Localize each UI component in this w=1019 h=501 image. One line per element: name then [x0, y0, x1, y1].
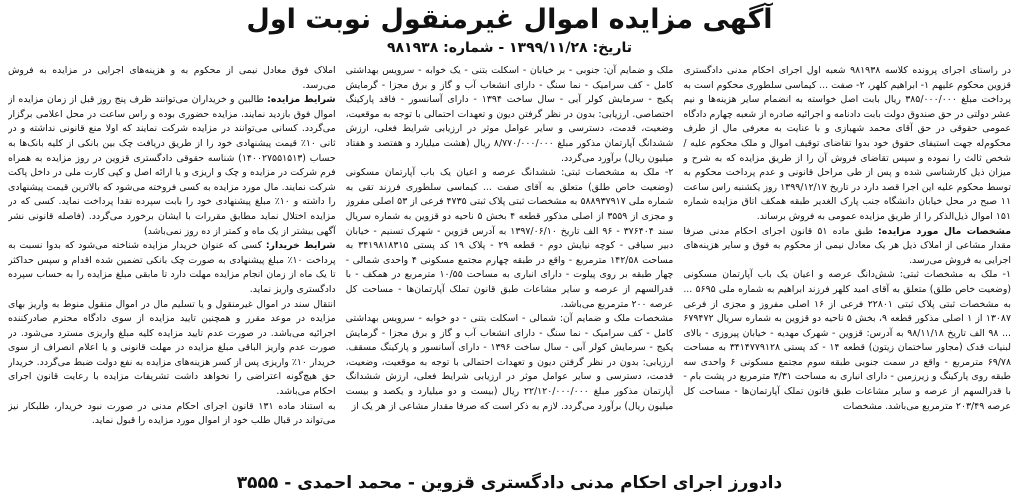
column-left	[8, 64, 336, 456]
paragraph: ملک و ضمایم آن: جنوبی - بر خیابان - اسکلت بتنی - یک خوابه - سرویس بهداشتی کامل - کف سرامیک - نما سنگ - دارای انشعاب آب و گاز و برق مجزا - گرمایش پکیج - سرمایش کولر آبی - سال ساخت ۱۳۹۴ - دارای آسانسور - فاقد پارکینگ اختصاصی. ارزیابی: بدون در نظر گرفتن دیون و تعهدات احتمالی با توجه به موقعیت، وضعیت، قدمت، دسترسی و سایر عوامل موثر در ارزیابی شرایط فعلی، ارزش ششدانگ آپارتمان مذکور مبلغ ۸/۷۷۰/۰۰۰/۰۰۰ ریال (هشت میلیارد و هفتصد و هفتاد میلیون ریال) برآورد می‌گردد.	[345, 65, 674, 164]
section-heading: مشخصات مال مورد مزایده:	[878, 225, 1011, 237]
paragraph: به استناد ماده ۱۳۱ قانون اجرای احکام مدنی در صورت نبود خریدار، طلبکار نیز می‌تواند در قبال طلب خود از اموال مورد مزایده را قبول نماید.	[7, 400, 336, 427]
section-heading: شرایط مزایده:	[267, 94, 336, 106]
paragraph: در راستای اجرای پرونده کلاسه ۹۸۱۹۳۸ شعبه اول اجرای احکام مدنی دادگستری قزوین محکوم علیهم ۱- ابراهیم کلهر، ۲- صفت ... کیماسی سلطوری محکوم است به پرداخت مبلغ ۳۸۵/۰۰۰/۰۰۰ ریال بابت اصل خواسته به انضمام سایر هزینه‌ها و نیم عشر دولتی در حق صندوق دولت بابت دادنامه و اجرائیه صادره از شعبه چهارم دادگاه عمومی حقوقی در حق آقای محمد شهبازی و با عنایت به معرفی مال از طرف محکوم‌له جهت استیفای حقوق خود بدوا تقاضای توقیف اموال و ملک محکوم علیه /شخص ثالث را نموده و سپس تقاضای فروش آن را از طریق مزایده که به شرح و میزان ذیل کارشناسی شده و پس از طی مراحل قانونی و عدم پرداخت محکوم به توسط محکوم علیه این اجرا قصد دارد در تاریخ ۱۳۹۹/۱۲/۱۷ روز یکشنبه راس ساعت ۱۱ صبح در محل خیابان دانشگاه جنب پارک الغدیر طبقه همکف اتاق مزایده شماره ۱۵۱ اموال ذیل‌الذکر را از طریق مزایده عمومی به فروش برساند.	[683, 65, 1011, 222]
notice-body	[8, 64, 1011, 456]
paragraph: املاک فوق معادل نیمی از محکوم به و هزینه‌های اجرایی در مزایده به فروش می‌رسد.	[7, 65, 336, 91]
paragraph: مشخصات ملک و ضمایم آن: شمالی - اسکلت بتنی - دو خوابه - سرویس بهداشتی کامل - کف سرامیک - نما سنگ - دارای انشعاب آب و گاز و برق مجزا - گرمایش پکیج - سرمایش کولر آبی - سال ساخت ۱۳۹۶ - دارای آسانسور و پارکینگ مسقف. ارزیابی: بدون در نظر گرفتن دیون و تعهدات احتمالی با توجه به موقعیت، وضعیت، قدمت، دسترسی و سایر عوامل موثر در ارزیابی شرایط فعلی، ارزش ششدانگ آپارتمان مذکور مبلغ ۲۲/۱۲۰/۰۰۰/۰۰۰ ریال (بیست و دو میلیارد و یکصد و بیست میلیون ریال) برآورد می‌گردد. لازم به ذکر است که صرفا مقدار مشاعی از هر یک از	[345, 313, 674, 412]
paragraph: شرایط مزایده: طالبین و خریداران می‌توانند ظرف پنج روز قبل از زمان مزایده از اموال فوق بازدید نمایند. مزایده حضوری بوده و راس ساعت در محل اعلامی برگزار می‌گردد. کسانی می‌توانند در مزایده شرکت نمایند که اولا منع قانونی نداشته و در ثانی ۱۰٪ قیمت پیشنهادی خود را از طریق دریافت چک بین بانکی از کلیه بانک‌ها به حساب (۱۴۰۰۲۷۵۵۱۵۱۳) شناسه حقوقی دادگستری قزوین در روز مزایده به همراه فرم شرکت در مزایده و چک و اریزی و یا ارائه اصل و کپی کارت ملی در داخل پاکت شرکت نمایند. مال مورد مزایده به کسی فروخته می‌شود که بالاترین قیمت پیشنهادی را داشته و ۱۰٪ مبلغ پیشنهادی خود را بابت سپرده نقدا پرداخت نماید. کسی که در مزایده اختلال نماید مطابق مقررات با ایشان برخورد می‌گردد. (فاصله قانونی نشر آگهی بیشتر از یک ماه و کمتر از ده روز نمی‌باشد)	[7, 94, 336, 237]
paragraph: انتقال سند در اموال غیرمنقول و یا تسلیم مال در اموال منقول منوط به واریز بهای مزایده در موعد مقرر و همچنین تایید مزایده از سوی دادگاه محترم صادرکننده اجرائیه می‌باشد. در صورت عدم تایید مزایده کلیه مبلغ واریزی مسترد می‌شود. در صورت عدم واریز الباقی مبلغ مزایده در مهلت قانونی و یا اعلام انصراف از سوی خریدار ۱۰٪ واریزی پس از کسر هزینه‌های مزایده به نفع دولت ضبط می‌گردد. خریدار حق هیچ‌گونه اعتراضی را نخواهد داشت تشریفات مزایده با رعایت قانون اجرای احکام می‌باشد.	[7, 298, 336, 398]
date-number-line: تاریخ: ۱۳۹۹/۱۱/۲۸ - شماره: ۹۸۱۹۳۸	[386, 40, 633, 56]
section-heading: شرایط خریدار:	[265, 240, 336, 252]
paragraph: ۲- ملک به مشخصات ثبتی: ششدانگ عرصه و اعیان یک باب آپارتمان مسکونی (وضعیت خاص طلق) متعلق به آقای صفت ... کیماسی سلطوری فرزند تقی به شماره ملی ۵۸۸۹۳۷۹۱۷ به مشخصات ثبتی پلاک ثبتی ۴۷۳۵ فرعی از ۵۳ اصلی مفروز و مجزی از ۳۵۵۹ از اصلی مذکور قطعه ۴ بخش ۵ ناحیه دو قزوین به شماره سریال سند ۳۷۶۴۰۴ - ۹۶ الف تاریخ ۱۳۹۷/۰۶/۱۰ به آدرس قزوین - شهرک تسنیم - خیابان دبیر سیاقی - کوچه نیایش دوم - قطعه ۲۹ - پلاک ۱۹ کد پستی ۳۴۱۹۸۱۸۳۱۵ به مساحت ۱۴۲/۵۸ مترمربع - واقع در طبقه چهارم مجتمع مسکونی ۴ واحدی شمالی - چهار طبقه بر روی پیلوت - دارای انباری به مساحت ۱۰/۵۵ مترمربع در همکف - با قدرالسهم از عرصه و سایر مشاعات طبق قانون تملک آپارتمان‌ها - مساحت کل عرصه ۲۰۰ مترمربع می‌باشد.	[345, 167, 674, 310]
signature-line: دادورز اجرای احکام مدنی دادگستری قزوین - محمد احمدی - ۳۵۵۵	[236, 473, 783, 493]
paragraph: ۱- ملک به مشخصات ثبتی: شش‌دانگ عرصه و اعیان یک باب آپارتمان مسکونی (وضعیت خاص طلق) متعلق به آقای امید کلهر فرزند ابراهیم به شماره ملی ۵۶۹۵ ... به مشخصات ثبتی پلاک ثبتی ۲۲۸۰۱ فرعی از ۱۶ اصلی مفروز و مجزی از فرعی ۱۳۰۸۷ از ۱ اصلی مذکور قطعه ۹، بخش ۵ ناحیه دو قزوین به شماره سریال ۶۷۹۴۷۲ ... ۹۸ الف تاریخ ۹۸/۱۱/۱۸ به آدرس: قزوین - شهرک مهدیه - خیابان پیروزی - بالای لبنیات قدک (مجاور ساختمان زیتون) قطعه ۱۴ - کد پستی ۳۴۱۴۷۷۹۱۲۸ به مساحت ۶۹/۷۸ مترمربع - واقع در سمت جنوبی طبقه سوم مجتمع مسکونی ۶ واحدی سه طبقه روی پارکینگ و زیرزمین - دارای انباری به مساحت ۳/۳۱ مترمربع در پشت بام - با قدرالسهم از عرصه و سایر مشاعات طبق قانون تملک آپارتمان‌ها - مساحت کل عرصه ۲۰۳/۴۹ مترمربع می‌باشد. مشخصات	[683, 269, 1011, 412]
column-middle	[346, 64, 674, 456]
page-title: آگهی مزایده اموال غیرمنقول نوبت اول	[246, 4, 773, 35]
column-right	[683, 64, 1011, 456]
paragraph: شرایط خریدار: کسی که عنوان خریدار مزایده شناخته می‌شود که بدوا نسبت به پرداخت ۱۰٪ مبلغ پیشنهادی به صورت چک بانکی تضمین شده اقدام و سپس حداکثر تا یک ماه از زمان انجام مزایده مهلت دارد تا مابقی مبلغ مزایده را به حساب سپرده دادگستری واریز نماید.	[7, 240, 336, 295]
paragraph: مشخصات مال مورد مزایده: طبق ماده ۵۱ قانون اجرای احکام مدنی صرفا مقدار مشاعی از املاک ذیل هر یک معادل نیمی از محکوم به فوق و سایر هزینه‌های اجرایی به فروش می‌رسد.	[683, 225, 1011, 266]
